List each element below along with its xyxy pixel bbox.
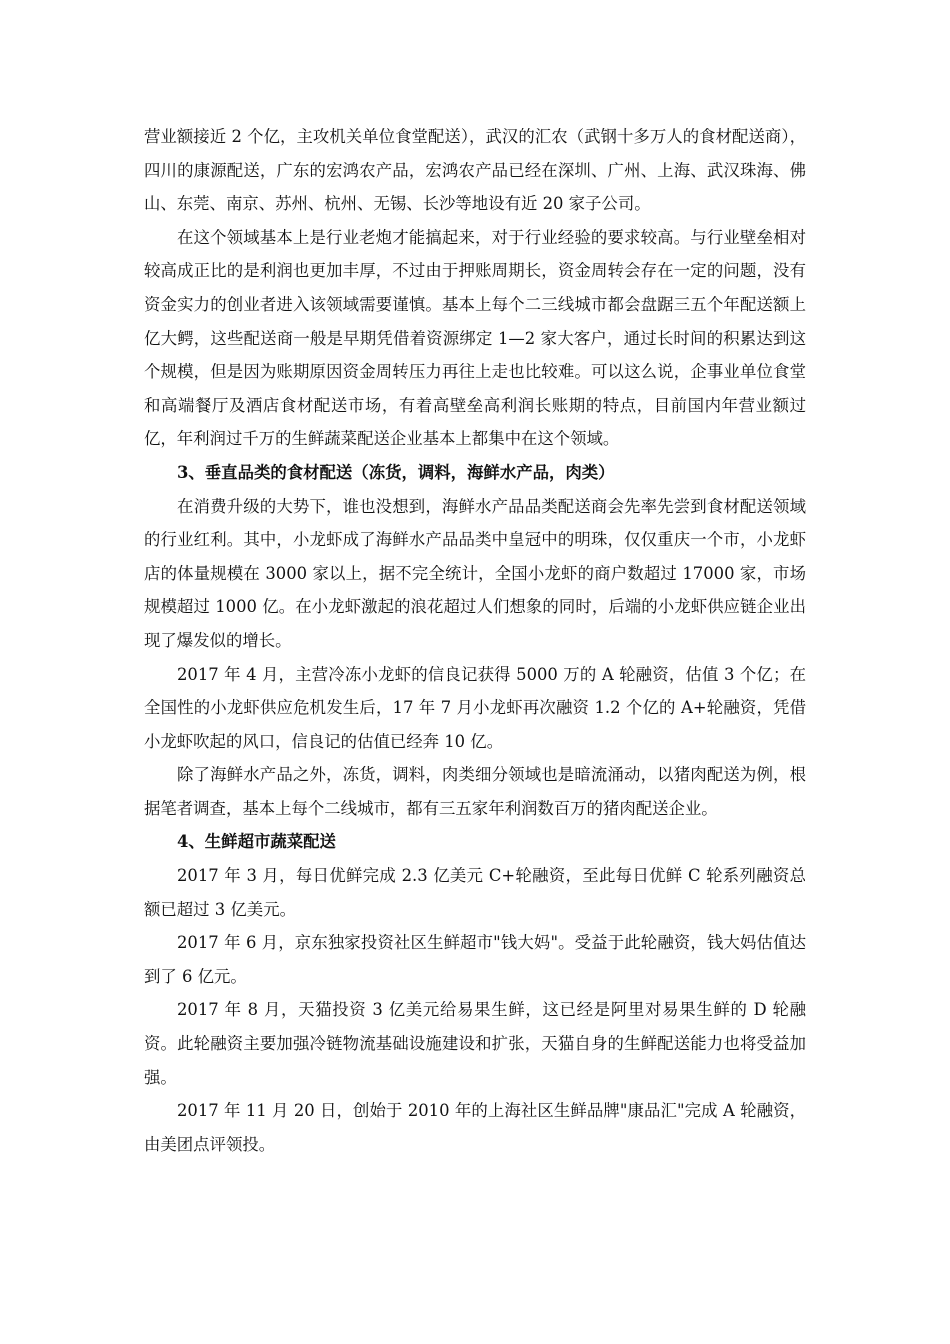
section-heading-4: 4、生鲜超市蔬菜配送 bbox=[177, 832, 336, 852]
paragraph: 2017 年 8 月，天猫投资 3 亿美元给易果生鲜，这已经是阿里对易果生鲜的 D 轮融资。此轮融资主要加强冷链物流基础设施建设和扩张，天猫自身的生鲜配送能力也将受益加强。 bbox=[144, 1000, 806, 1087]
paragraph: 在消费升级的大势下，谁也没想到，海鲜水产品品类配送商会先率先尝到食材配送领域的行业红利。其中，小龙虾成了海鲜水产品品类中皇冠中的明珠，仅仅重庆一个市，小龙虾店的体量规模在 3000 家以上，据不完全统计，全国小龙虾的商户数超过 17000 家，市场规模超过 1000 亿。在小龙虾激起的浪花超过人们想象的同时，后端的小龙虾供应链企业出现了爆发似的增长。 bbox=[144, 496, 806, 650]
section-heading-3: 3、垂直品类的食材配送（冻货，调料，海鲜水产品，肉类） bbox=[177, 462, 615, 482]
document-body bbox=[144, 120, 806, 1161]
paragraph: 2017 年 4 月，主营冷冻小龙虾的信良记获得 5000 万的 A 轮融资，估值 3 个亿；在全国性的小龙虾供应危机发生后，17 年 7 月小龙虾再次融资 1.2 个亿的 A+轮融资，凭借小龙虾吹起的风口，信良记的估值已经奔 10 亿。 bbox=[144, 664, 806, 751]
paragraph: 2017 年 11 月 20 日，创始于 2010 年的上海社区生鲜品牌"康品汇"完成 A 轮融资，由美团点评领投。 bbox=[144, 1101, 806, 1154]
paragraph: 除了海鲜水产品之外，冻货，调料，肉类细分领域也是暗流涌动，以猪肉配送为例，根据笔者调查，基本上每个二线城市，都有三五家年利润数百万的猪肉配送企业。 bbox=[144, 765, 806, 818]
paragraph-continued: 营业额接近 2 个亿，主攻机关单位食堂配送），武汉的汇农（武钢十多万人的食材配送商），四川的康源配送，广东的宏鸿农产品，宏鸿农产品已经在深圳、广州、上海、武汉珠海、佛山、东莞、南京、苏州、杭州、无锡、长沙等地设有近 20 家子公司。 bbox=[144, 127, 806, 214]
paragraph: 在这个领域基本上是行业老炮才能搞起来，对于行业经验的要求较高。与行业壁垒相对较高成正比的是利润也更加丰厚，不过由于押账周期长，资金周转会存在一定的问题，没有资金实力的创业者进入该领域需要谨慎。基本上每个二三线城市都会盘踞三五个年配送额上亿大鳄，这些配送商一般是早期凭借着资源绑定 1—2 家大客户，通过长时间的积累达到这个规模，但是因为账期原因资金周转压力再往上走也比较难。可以这么说，企事业单位食堂和高端餐厅及酒店食材配送市场，有着高壁垒高利润长账期的特点，目前国内年营业额过亿，年利润过千万的生鲜蔬菜配送企业基本上都集中在这个领域。 bbox=[144, 227, 806, 449]
paragraph: 2017 年 6 月，京东独家投资社区生鲜超市"钱大妈"。受益于此轮融资，钱大妈估值达到了 6 亿元。 bbox=[144, 933, 806, 986]
paragraph: 2017 年 3 月，每日优鲜完成 2.3 亿美元 C+轮融资，至此每日优鲜 C 轮系列融资总额已超过 3 亿美元。 bbox=[144, 866, 806, 919]
